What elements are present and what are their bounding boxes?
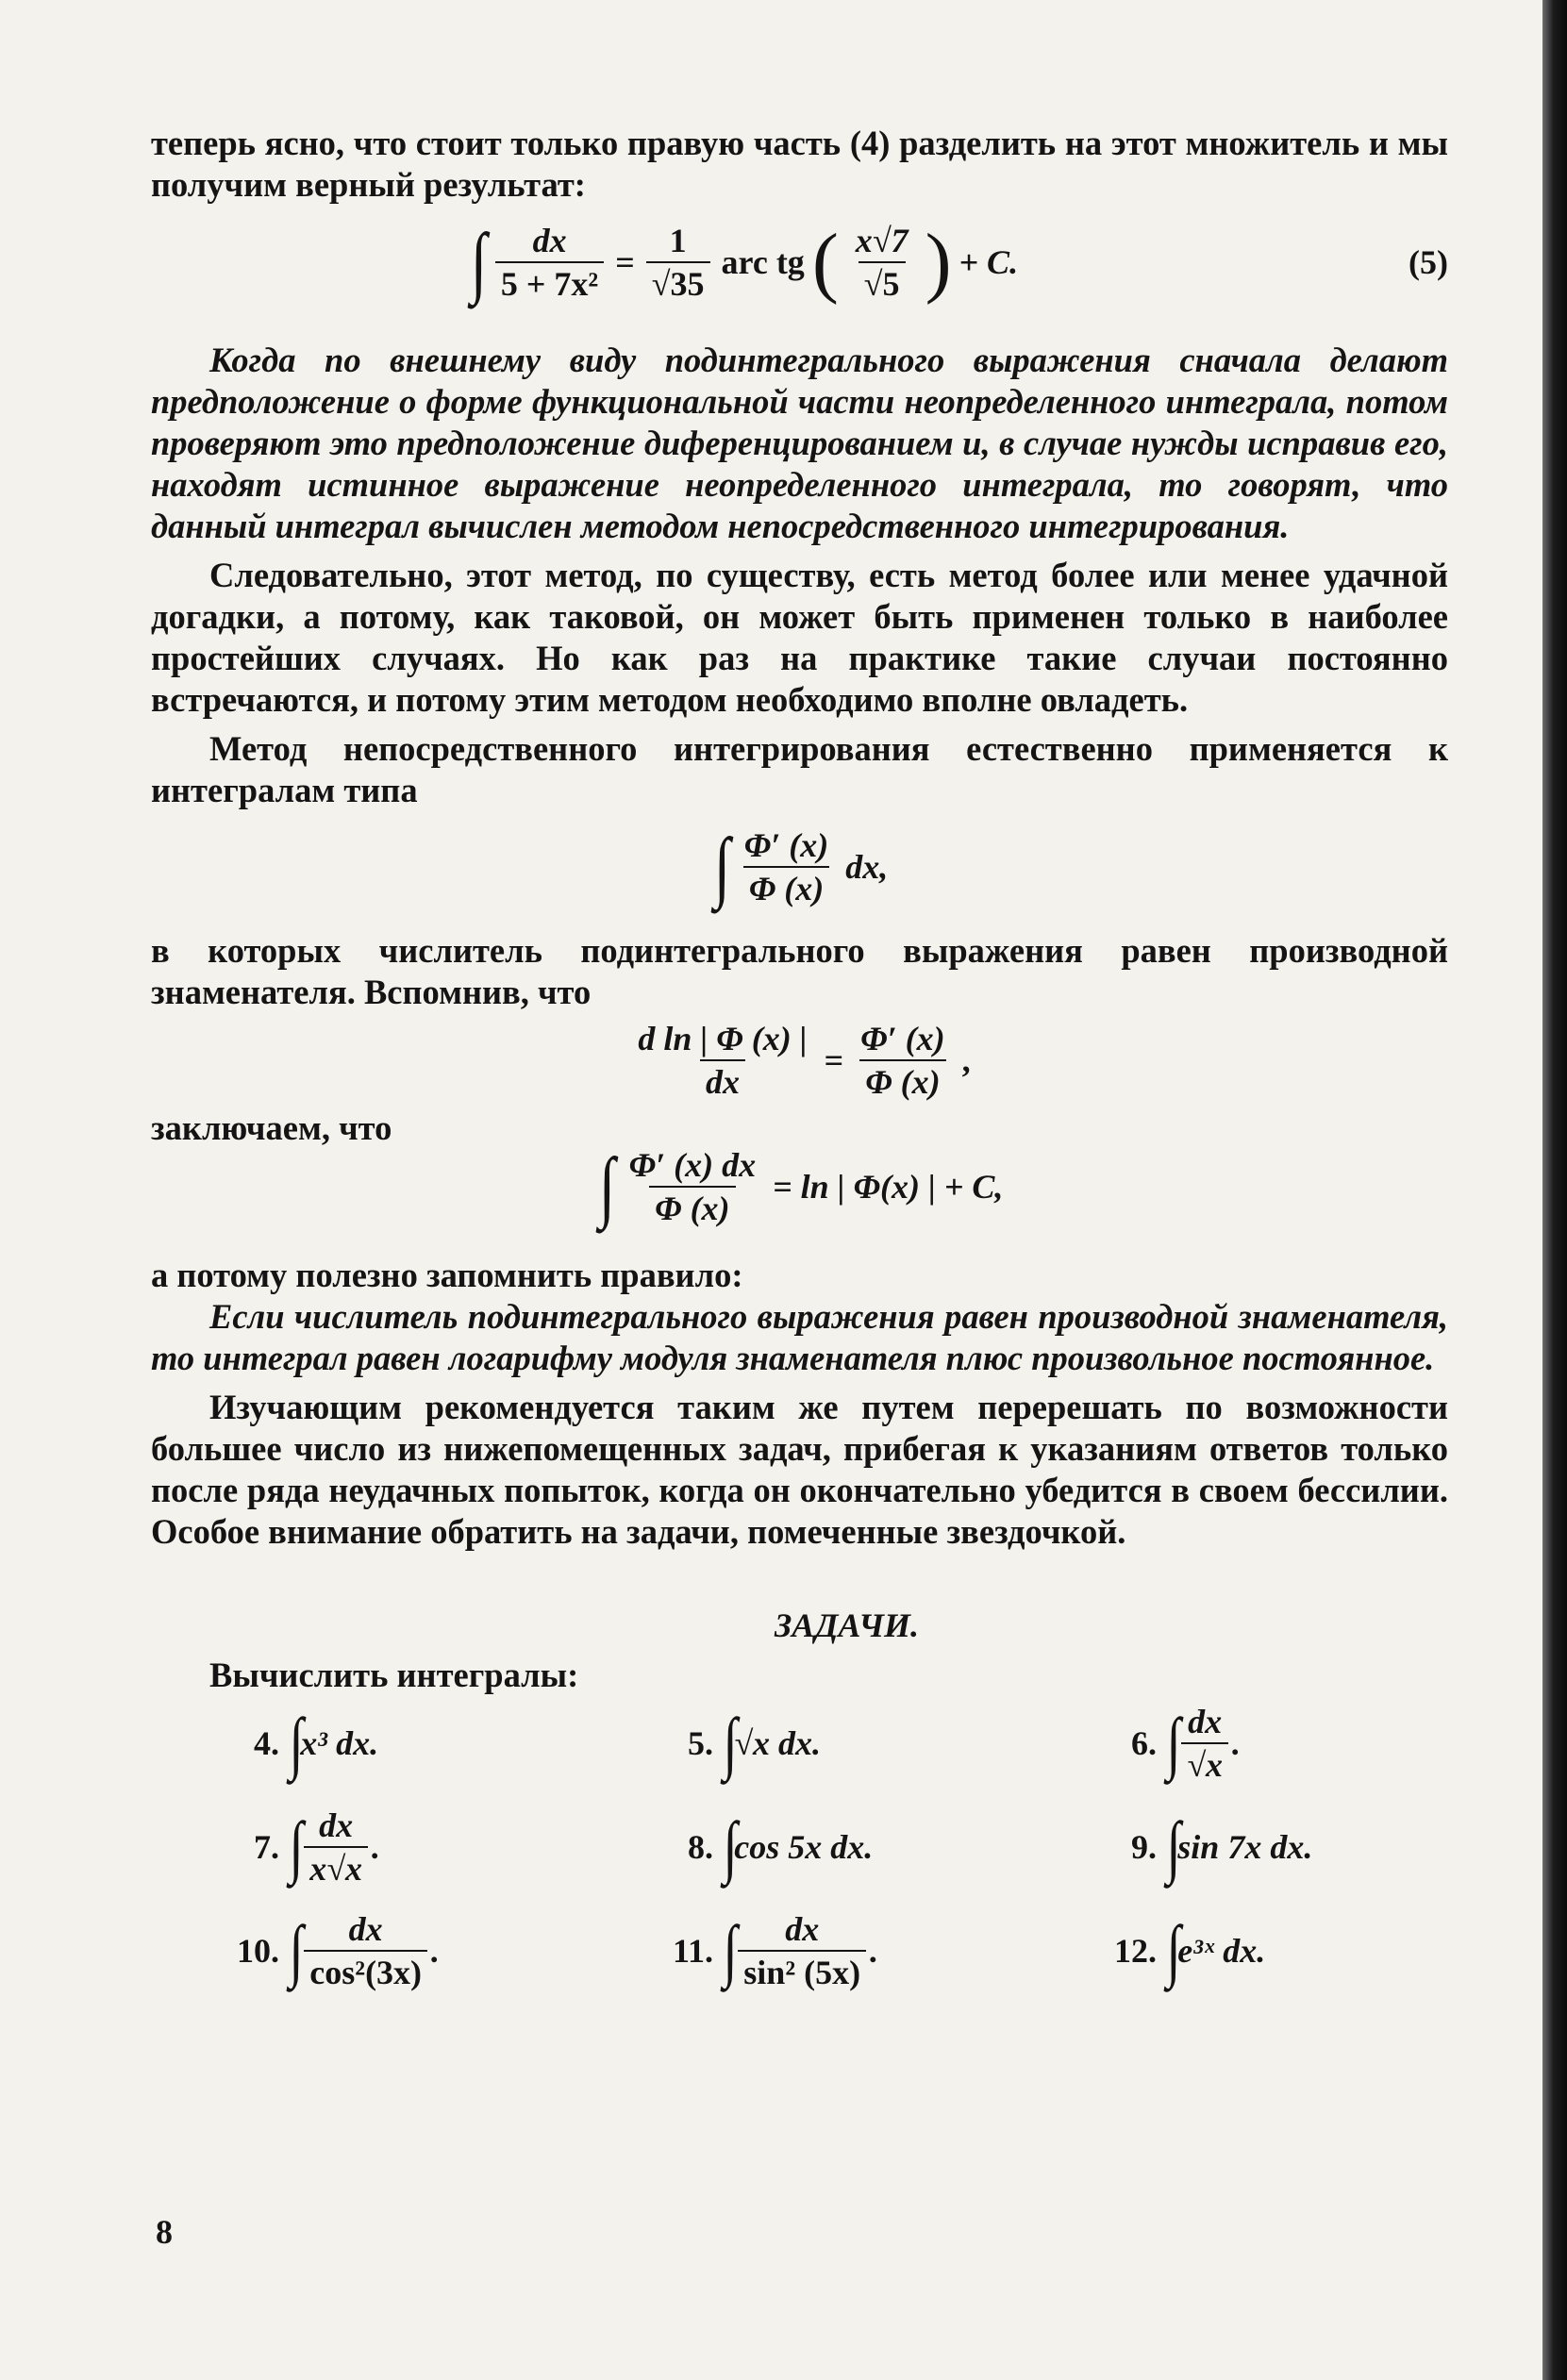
paragraph-intro: теперь ясно, что стоит только правую часть (4) разделить на этот множитель и мы получим верный результат: (151, 124, 1448, 204)
paragraph-guess: Следовательно, этот метод, по существу, есть метод более или менее удачной догадки, а потому, как таковой, он может быть применен только в наиболее простейших случаях. Но как раз на практике такие случаи постоянно встречаются, и потому этим методом необходимо вполне овладеть. (151, 556, 1448, 719)
paragraph-rule: Если числитель подинтегрального выражения равен производной знаменателя, то интеграл равен логарифму модуля знаменателя плюс произвольное постоянное. (151, 1297, 1448, 1377)
integral-sign: ∫ (470, 218, 488, 306)
fraction-coef: $\frac{1}{√35}$ (646, 222, 710, 303)
paragraph-advice: Изучающим рекомендуется таким же путем перерешать по возможности большее число из нижепомещенных задач, прибегая к указаниям ответов только после ряда неудачных попыток, когда он окончательно убедится в своем бессилии. Особое внимание обратить на задачи, помеченные звездочкой. (151, 1388, 1448, 1551)
fraction-lhs: $\frac{dx}{\text{5 + 7x²}}$ (495, 222, 604, 303)
problem-4: 4. ∫ x³ dx. (254, 1705, 379, 1782)
problem-6: 6. ∫ $\frac{dx}{√x}$ . (1131, 1703, 1242, 1784)
problem-grid (226, 1696, 1448, 1998)
equation-5: ∫ $\frac{dx}{\text{5 + 7x²}}$ = $\frac{1}{√35}$ arc tg ( $\frac{x√7}{√5}$ ) + C. (5) (470, 218, 1448, 306)
problem-9: 9. ∫ sin 7x dx. (1131, 1808, 1313, 1886)
page-number: 8 (156, 2213, 173, 2251)
equation-result: ∫ $\frac{\Phi' (x) dx}{\Phi (x)}$ = ln | Φ(x) | + C, (598, 1142, 1004, 1230)
equation-derivative: $\frac{\text{d ln | Φ (x) |}}{dx}$ = $\frac{\Phi' (x)}{\Phi (x)}$ , (638, 1020, 971, 1101)
paragraph-rule-intro: а потому полезно запомнить правило: (151, 1256, 743, 1294)
problem-12: 12. ∫ e³ˣ dx. (1114, 1912, 1266, 1989)
compute-label: Вычислить интегралы: (209, 1656, 579, 1694)
paragraph-type: Метод непосредственного интегрирования естественно применяется к интегралам типа (151, 729, 1448, 809)
problem-5: 5. ∫ √x dx. (688, 1705, 822, 1782)
page-body (151, 123, 1448, 1998)
paragraph-definition: Когда по внешнему виду подинтегрального выражения сначала делают предположение о форме функциональной части неопределенного интеграла, потом проверяют это предположение диференцированием и, в случае нужды исправив его, находят истинное выражение неопределенного интеграла, то говорят, что данный интеграл вычислен методом непосредственного интегрирования. (151, 341, 1448, 545)
problem-7: 7. ∫ $\frac{dx}{x√x}$ . (254, 1806, 381, 1888)
problem-10: 10. ∫ $\frac{dx}{\text{cos²(3x)}}$ . (237, 1910, 441, 1991)
fraction-arg: $\frac{x√7}{√5}$ (855, 222, 909, 303)
section-title: ЗАДАЧИ. (774, 1606, 920, 1644)
equation-number: (5) (1409, 243, 1448, 281)
problem-11: 11. ∫ $\frac{dx}{\text{sin² (5x)}}$ . (672, 1910, 879, 1991)
label-conclude: заключаем, что (151, 1108, 392, 1147)
problem-8: 8. ∫ cos 5x dx. (688, 1808, 874, 1886)
paragraph-numerator: в которых числитель подинтегрального выражения равен производной знаменателя. Вспомнив, что (151, 931, 1448, 1011)
scan-edge (1542, 0, 1567, 2380)
equation-type: ∫ $\frac{\Phi' (x)}{\Phi (x)}$ dx, (713, 823, 889, 910)
